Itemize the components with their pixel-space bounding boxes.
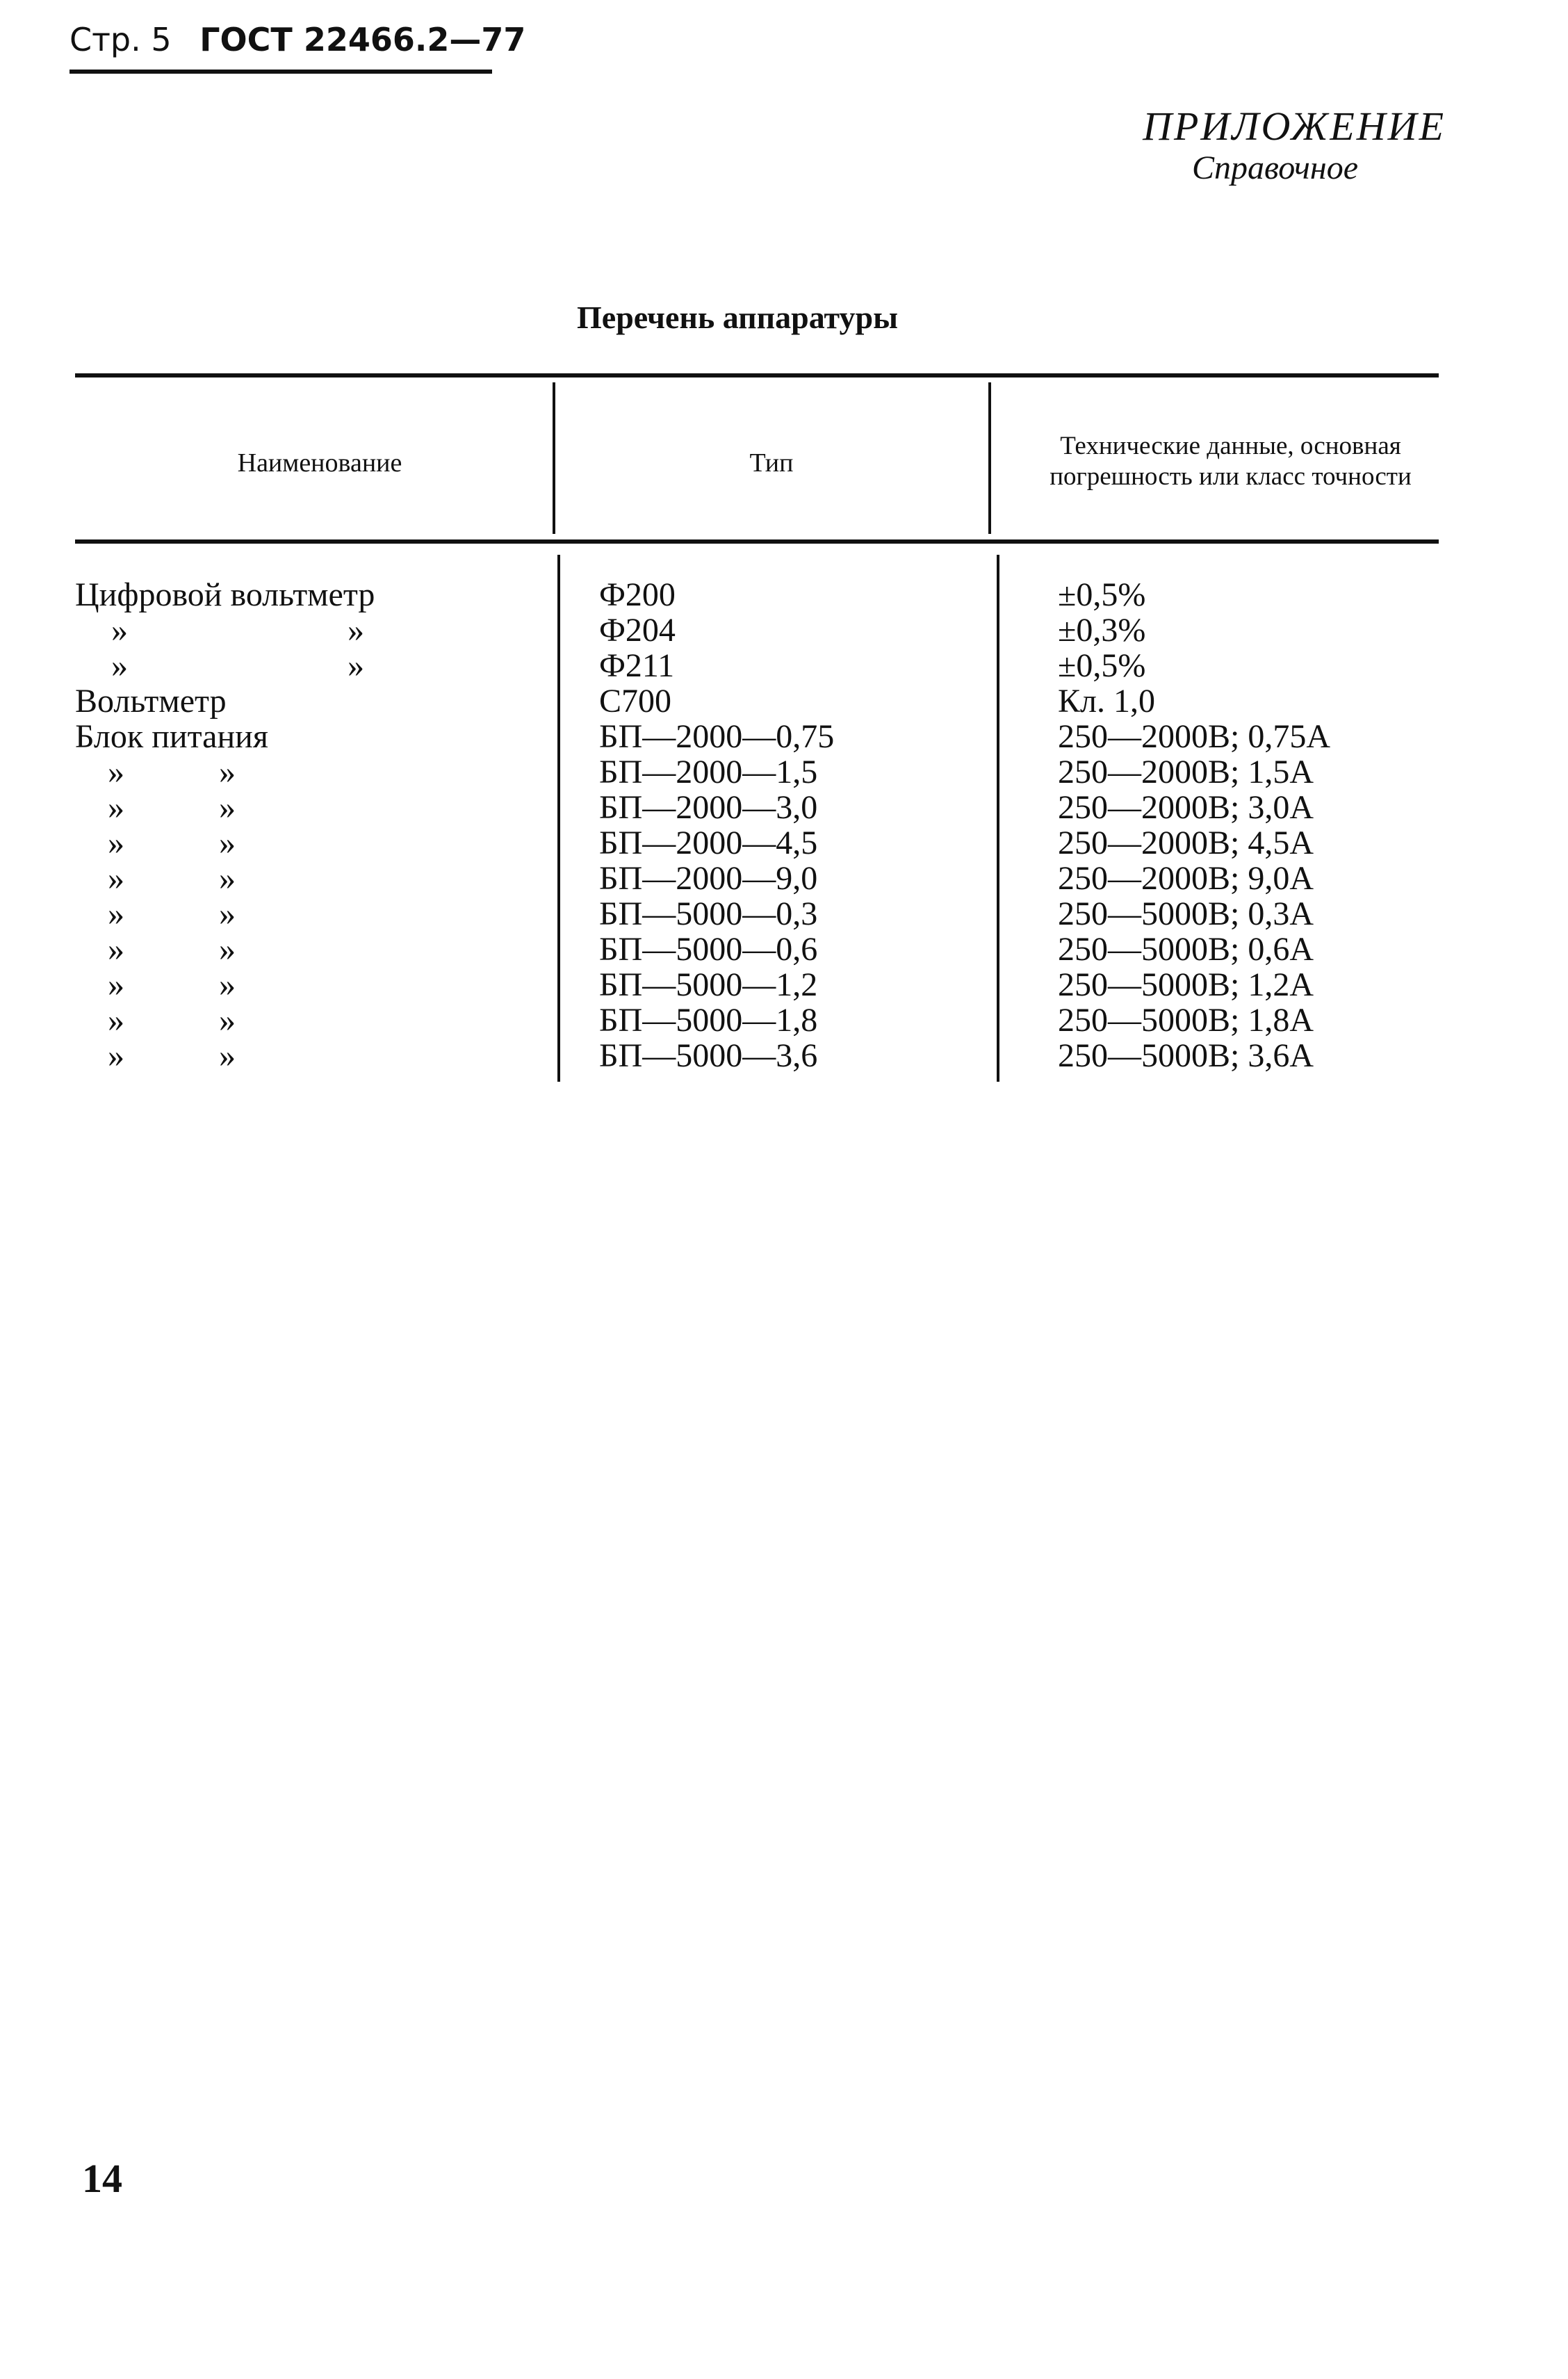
spec-cell: ±0,3% <box>1058 612 1146 649</box>
ditto-mark: » <box>111 612 128 649</box>
table-row <box>0 612 1568 648</box>
page-number: 14 <box>82 2156 122 2201</box>
table-body <box>0 577 1568 1073</box>
table-row <box>0 577 1568 612</box>
spec-cell: 250—2000В; 4,5А <box>1058 825 1314 861</box>
ditto-mark: » <box>108 1037 124 1074</box>
ditto-mark: » <box>108 931 124 968</box>
spec-cell: 250—2000В; 9,0А <box>1058 860 1314 897</box>
spec-cell: Кл. 1,0 <box>1058 683 1155 720</box>
type-cell: БП—2000—0,75 <box>599 718 835 755</box>
table-row <box>0 1002 1568 1038</box>
column-header-name: Наименование <box>237 448 402 478</box>
spec-cell: 250—5000В; 0,3А <box>1058 895 1314 932</box>
type-cell: БП—2000—3,0 <box>599 789 818 826</box>
appendix-title: ПРИЛОЖЕНИЕ <box>1143 104 1446 149</box>
ditto-mark: » <box>219 1037 236 1074</box>
appendix-subtitle: Справочное <box>1192 149 1358 186</box>
type-cell: БП—5000—0,6 <box>599 931 818 968</box>
type-cell: Ф211 <box>599 647 675 684</box>
ditto-mark: » <box>348 647 364 684</box>
type-cell: БП—5000—1,8 <box>599 1002 818 1039</box>
table-row <box>0 754 1568 790</box>
ditto-mark: » <box>108 825 124 861</box>
ditto-mark: » <box>108 754 124 790</box>
table-row <box>0 790 1568 825</box>
table-title: Перечень аппаратуры <box>577 300 899 335</box>
type-cell: С700 <box>599 683 672 720</box>
table-header-rule <box>75 539 1439 544</box>
ditto-mark: » <box>348 612 364 649</box>
type-cell: Ф200 <box>599 576 676 613</box>
type-cell: Ф204 <box>599 612 676 649</box>
type-cell: БП—2000—9,0 <box>599 860 818 897</box>
name-cell: Цифровой вольтметр <box>75 576 375 613</box>
spec-cell: 250—2000В; 0,75А <box>1058 718 1331 755</box>
spec-cell: 250—5000В; 3,6А <box>1058 1037 1314 1074</box>
ditto-mark: » <box>219 825 236 861</box>
table-row <box>0 719 1568 754</box>
table-row <box>0 648 1568 683</box>
ditto-mark: » <box>108 789 124 826</box>
table-top-rule <box>75 373 1439 377</box>
spec-cell: ±0,5% <box>1058 576 1146 613</box>
name-cell: Блок питания <box>75 718 268 755</box>
table-row <box>0 896 1568 932</box>
table-row <box>0 1038 1568 1073</box>
column-header-type: Тип <box>749 448 794 478</box>
table-row <box>0 861 1568 896</box>
standard-number: ГОСТ 22466.2—77 <box>199 21 526 58</box>
running-header <box>70 21 525 58</box>
page-label: Стр. 5 <box>70 21 172 58</box>
table-row <box>0 825 1568 861</box>
spec-cell: 250—5000В; 1,2А <box>1058 966 1314 1003</box>
ditto-mark: » <box>219 754 236 790</box>
header-underline <box>70 70 492 74</box>
type-cell: БП—5000—0,3 <box>599 895 818 932</box>
ditto-mark: » <box>111 647 128 684</box>
ditto-mark: » <box>219 789 236 826</box>
type-cell: БП—2000—4,5 <box>599 825 818 861</box>
column-header-spec: Технические данные, основная погрешность или класс точности <box>1050 432 1412 491</box>
type-cell: БП—5000—3,6 <box>599 1037 818 1074</box>
ditto-mark: » <box>108 966 124 1003</box>
table-row <box>0 932 1568 967</box>
spec-cell: 250—2000В; 1,5А <box>1058 754 1314 790</box>
ditto-mark: » <box>219 895 236 932</box>
header-column-divider <box>553 382 555 534</box>
ditto-mark: » <box>108 895 124 932</box>
ditto-mark: » <box>219 931 236 968</box>
name-cell: Вольтметр <box>75 683 227 720</box>
ditto-mark: » <box>219 860 236 897</box>
type-cell: БП—5000—1,2 <box>599 966 818 1003</box>
header-column-divider <box>988 382 991 534</box>
spec-cell: 250—5000В; 0,6А <box>1058 931 1314 968</box>
type-cell: БП—2000—1,5 <box>599 754 818 790</box>
table-row <box>0 683 1568 719</box>
ditto-mark: » <box>219 966 236 1003</box>
ditto-mark: » <box>108 860 124 897</box>
spec-cell: 250—5000В; 1,8А <box>1058 1002 1314 1039</box>
ditto-mark: » <box>219 1002 236 1039</box>
spec-cell: ±0,5% <box>1058 647 1146 684</box>
spec-cell: 250—2000В; 3,0А <box>1058 789 1314 826</box>
ditto-mark: » <box>108 1002 124 1039</box>
table-row <box>0 967 1568 1002</box>
